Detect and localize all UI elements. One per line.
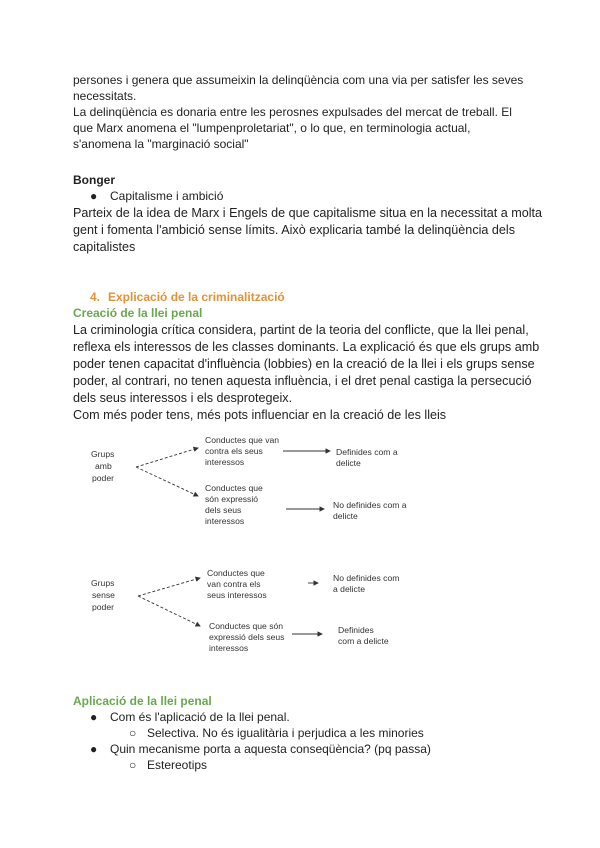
- diagram-label: a delicte: [333, 584, 366, 594]
- intro-line: persones i genera que assumeixin la delinqüència com una via per satisfer les seves: [73, 73, 524, 87]
- bullet-text: Quin mecanisme porta a aquesta conseqüència? (pq passa): [110, 742, 431, 756]
- diagram-label: Definides: [338, 625, 374, 635]
- bonger-line: capitalistes: [73, 240, 136, 254]
- diagram-label: poder: [92, 473, 114, 483]
- creacio-line: La criminologia crítica considera, partint de la teoria del conflicte, que la llei penal,: [73, 323, 529, 337]
- diagram-label: Definides com a: [336, 447, 398, 457]
- diagram-label: amb: [95, 461, 112, 471]
- diagram-label: expressió dels seus: [209, 632, 285, 642]
- creacio-heading: Creació de la llei penal: [73, 306, 203, 320]
- dashed-arrow: [136, 467, 198, 496]
- dashed-arrow: [136, 448, 198, 467]
- dashed-arrow: [138, 596, 200, 626]
- bullet-text: Estereotips: [147, 758, 208, 772]
- diagram-label: No definides com: [333, 573, 400, 583]
- bonger-heading: Bonger: [73, 173, 115, 187]
- aplicacio-bullet: [90, 709, 290, 725]
- diagram-label: No definides com a: [333, 500, 407, 510]
- intro-line: La delinqüència es donaria entre les perosnes expulsades del mercat de treball. El: [73, 105, 512, 119]
- intro-line: necessitats.: [73, 89, 137, 103]
- creacio-line: dels seus interessos i els desprotegeix.: [73, 391, 293, 405]
- section-title: Explicació de la criminalització: [108, 290, 285, 304]
- diagram-label: interessos: [209, 643, 249, 653]
- diagram-label: dels seus: [205, 505, 242, 515]
- diagram-label: Conductes que: [207, 568, 265, 578]
- diagram-label: delicte: [333, 511, 358, 521]
- diagram-label: delicte: [336, 458, 361, 468]
- diagram-label: Conductes que: [205, 483, 263, 493]
- diagram-label: són expressió: [205, 494, 259, 504]
- aplicacio-heading: Aplicació de la llei penal: [73, 694, 212, 708]
- diagram-label: interessos: [205, 457, 245, 467]
- diagram-label: van contra els: [207, 579, 261, 589]
- bullet-dot-icon: ●: [90, 742, 98, 756]
- intro-line: que Marx anomena el "lumpenproletariat", o lo que, en terminologia actual,: [73, 121, 471, 135]
- section-number: 4.: [90, 290, 101, 304]
- diagram-label: Conductes que són: [209, 621, 284, 631]
- diagram-label: Grups: [91, 578, 115, 588]
- bonger-line: gent i fomenta l'ambició sense límits. Això explicaria també la delinqüència dels: [73, 223, 516, 237]
- aplicacio-bullet: [90, 741, 431, 757]
- aplicacio-subbullet: [129, 757, 207, 773]
- bullet-circle-icon: ○: [129, 726, 137, 740]
- diagram-label: com a delicte: [338, 636, 389, 646]
- bonger-line: Parteix de la idea de Marx i Engels de que capitalisme situa en la necessitat a molta: [73, 206, 543, 220]
- bullet-text: Capitalisme i ambició: [110, 189, 224, 203]
- creacio-line: Com més poder tens, més pots influenciar en la creació de les lleis: [73, 408, 447, 422]
- diagram-label: contra els seus: [205, 446, 263, 456]
- diagram-label: Conductes que van: [205, 435, 280, 445]
- bullet-text: Selectiva. No és igualitària i perjudica a les minories: [147, 726, 424, 740]
- bullet-dot-icon: ●: [90, 710, 98, 724]
- bullet-circle-icon: ○: [129, 758, 137, 772]
- bullet-text: Com és l'aplicació de la llei penal.: [110, 710, 290, 724]
- diagram-label: interessos: [205, 516, 245, 526]
- bullet-dot-icon: ●: [90, 189, 98, 203]
- dashed-arrow: [138, 578, 200, 596]
- creacio-line: poder tenen capacitat d'influència (lobbies) en la creació de la llei i els grups sense: [73, 357, 535, 371]
- diagram-label: Grups: [91, 449, 115, 459]
- intro-line: s'anomena la "marginació social": [73, 137, 249, 151]
- diagram-label: poder: [92, 602, 114, 612]
- diagram-label: seus interessos: [207, 590, 267, 600]
- creacio-line: reflexa els interessos de les classes dominants. La explicació és que els grups amb: [73, 340, 540, 354]
- creacio-line: poder, al contrari, no tenen aquesta influència, i el dret penal castiga la persecució: [73, 374, 532, 388]
- aplicacio-subbullet: [129, 725, 424, 741]
- diagram-label: sense: [92, 590, 115, 600]
